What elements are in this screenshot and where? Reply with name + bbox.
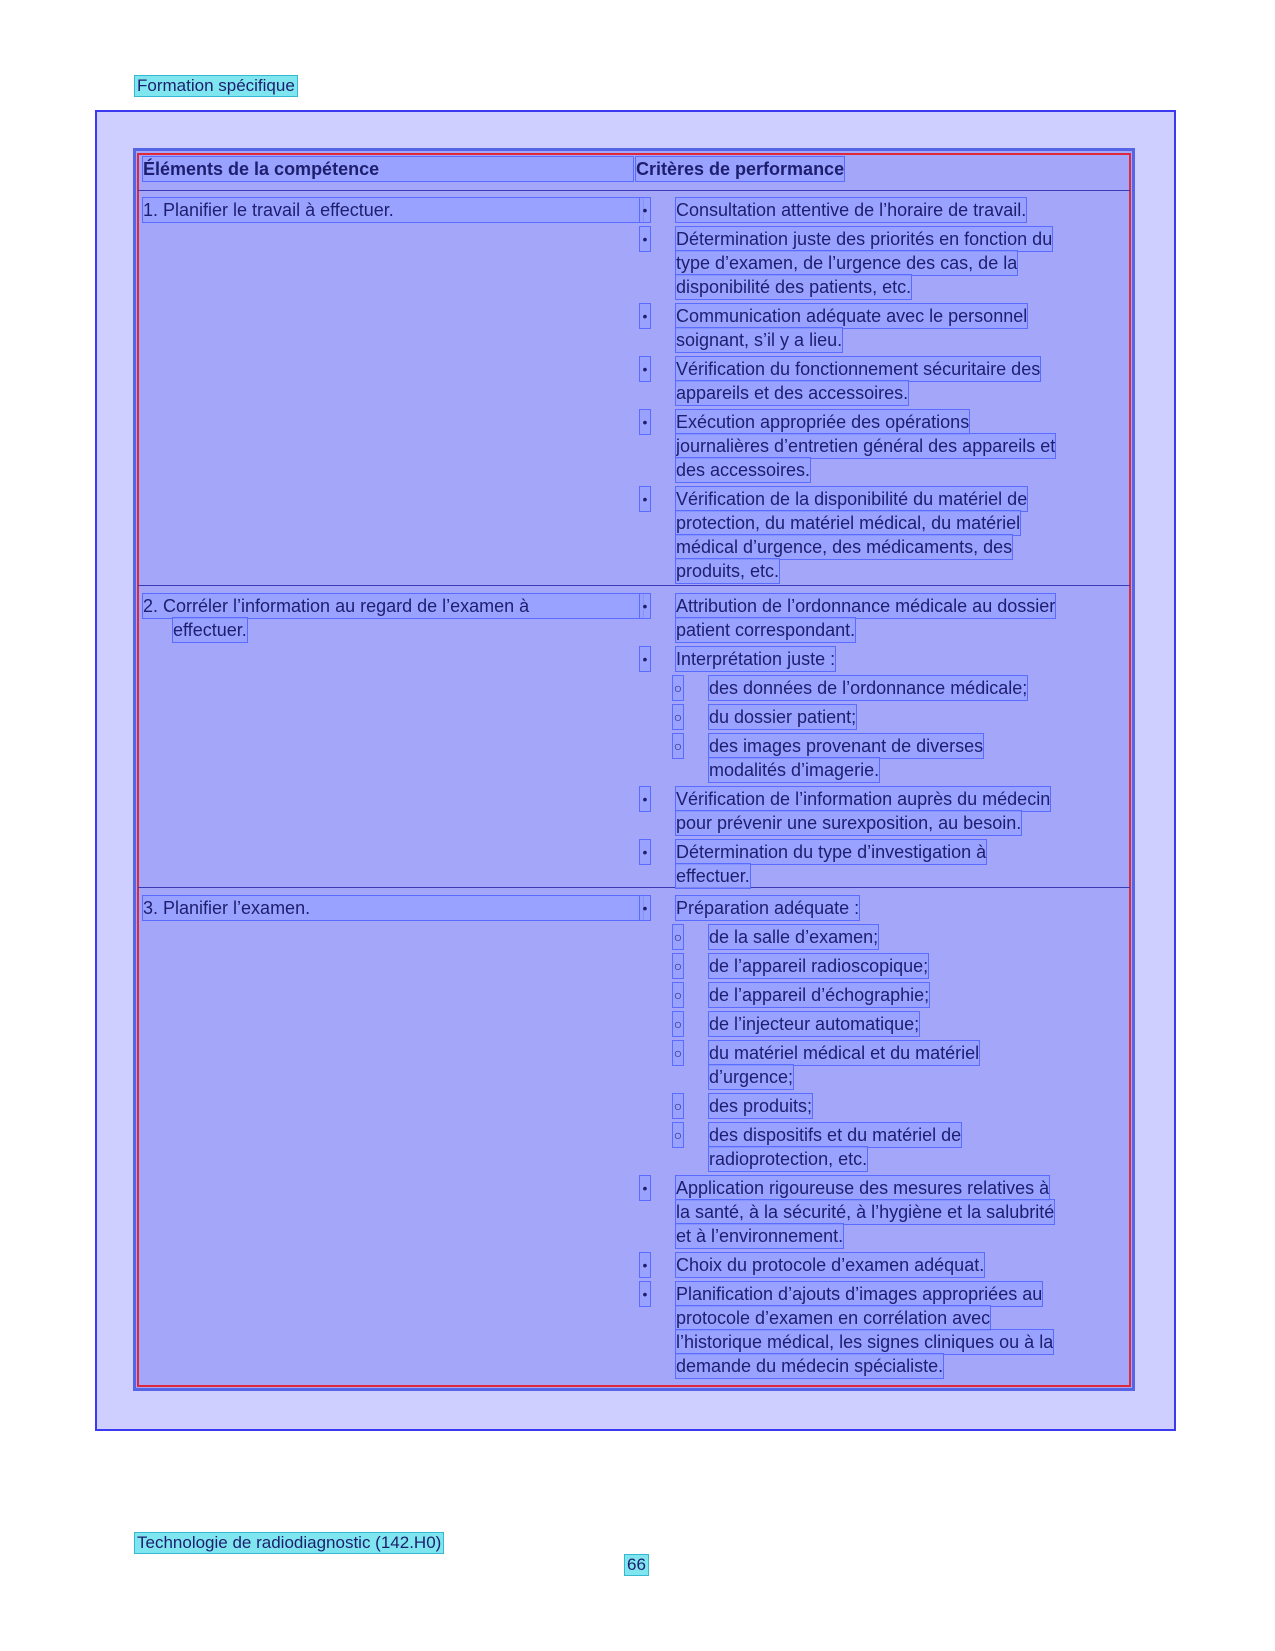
sub-bullet-icon: ○ xyxy=(673,734,683,758)
performance-criterion-line: Choix du protocole d’examen adéquat. xyxy=(676,1255,985,1275)
row-divider xyxy=(138,585,1130,586)
row-divider xyxy=(138,887,1130,888)
performance-criterion-line: radioprotection, etc. xyxy=(709,1149,868,1169)
bullet-icon: • xyxy=(640,594,650,618)
bullet-icon: • xyxy=(640,410,650,434)
performance-criterion-line: soignant, s’il y a lieu. xyxy=(676,330,843,350)
performance-criterion-line: protection, du matériel médical, du matériel xyxy=(676,513,1021,533)
performance-criterion-line: d’urgence; xyxy=(709,1067,794,1087)
performance-criterion-line: journalières d’entretien général des appareils et xyxy=(676,436,1056,456)
performance-criterion-line: modalités d’imagerie. xyxy=(709,760,880,780)
page-number: 66 xyxy=(627,1555,646,1574)
sub-bullet-icon: ○ xyxy=(673,983,683,1007)
bullet-icon: • xyxy=(640,1253,650,1277)
performance-criterion-line: type d’examen, de l’urgence des cas, de la xyxy=(676,253,1018,273)
performance-criterion-line: Détermination du type d’investigation à xyxy=(676,842,987,862)
bullet-icon: • xyxy=(640,198,650,222)
performance-criterion-line: de l’appareil d’échographie; xyxy=(709,985,930,1005)
performance-criterion-line: Préparation adéquate : xyxy=(676,898,860,918)
performance-criterion-line: Attribution de l’ordonnance médicale au dossier xyxy=(676,596,1056,616)
sub-bullet-icon: ○ xyxy=(673,1041,683,1065)
performance-criterion-line: de l’appareil radioscopique; xyxy=(709,956,929,976)
bullet-icon: • xyxy=(640,840,650,864)
performance-criterion-line: Vérification de l’information auprès du médecin xyxy=(676,789,1051,809)
competence-element-line: effectuer. xyxy=(173,620,247,640)
bullet-icon: • xyxy=(640,896,650,920)
performance-criterion-line: du matériel médical et du matériel xyxy=(709,1043,980,1063)
performance-criterion-line: pour prévenir une surexposition, au besoin. xyxy=(676,813,1022,833)
footer-label: Technologie de radiodiagnostic (142.H0) xyxy=(137,1533,442,1552)
sub-bullet-icon: ○ xyxy=(673,1012,683,1036)
performance-criterion-line: de l’injecteur automatique; xyxy=(709,1014,920,1034)
performance-criterion-line: médical d’urgence, des médicaments, des xyxy=(676,537,1013,557)
performance-criterion-line: Consultation attentive de l’horaire de travail. xyxy=(676,200,1027,220)
bullet-icon: • xyxy=(640,647,650,671)
column-header-criteria: Critères de performance xyxy=(636,159,845,179)
performance-criterion-line: Interprétation juste : xyxy=(676,649,836,669)
bullet-icon: • xyxy=(640,787,650,811)
performance-criterion-line: patient correspondant. xyxy=(676,620,856,640)
performance-criterion-line: des dispositifs et du matériel de xyxy=(709,1125,962,1145)
performance-criterion-line: des images provenant de diverses xyxy=(709,736,984,756)
page-header-label: Formation spécifique xyxy=(137,76,295,95)
performance-criterion-line: du dossier patient; xyxy=(709,707,857,727)
competence-element-line: 3. Planifier l’examen. xyxy=(143,896,643,920)
performance-criterion-line: Vérification du fonctionnement sécuritaire des xyxy=(676,359,1041,379)
sub-bullet-icon: ○ xyxy=(673,925,683,949)
bullet-icon: • xyxy=(640,304,650,328)
performance-criterion-line: des produits; xyxy=(709,1096,813,1116)
bullet-icon: • xyxy=(640,357,650,381)
sub-bullet-icon: ○ xyxy=(673,1094,683,1118)
performance-criterion-line: de la salle d’examen; xyxy=(709,927,879,947)
performance-criterion-line: Détermination juste des priorités en fonction du xyxy=(676,229,1053,249)
performance-criterion-line: Planification d’ajouts d’images appropriées au xyxy=(676,1284,1043,1304)
competence-element-line: 1. Planifier le travail à effectuer. xyxy=(143,198,643,222)
performance-criterion-line: appareils et des accessoires. xyxy=(676,383,909,403)
bullet-icon: • xyxy=(640,487,650,511)
performance-criterion-line: la santé, à la sécurité, à l’hygiène et la salubrité xyxy=(676,1202,1055,1222)
performance-criterion-line: Application rigoureuse des mesures relatives à xyxy=(676,1178,1050,1198)
bullet-icon: • xyxy=(640,1282,650,1306)
competence-element-line: 2. Corréler l’information au regard de l’examen à xyxy=(143,594,643,618)
performance-criterion-line: protocole d’examen en corrélation avec xyxy=(676,1308,991,1328)
performance-criterion-line: Communication adéquate avec le personnel xyxy=(676,306,1028,326)
performance-criterion-line: et à l’environnement. xyxy=(676,1226,844,1246)
column-header-elements: Éléments de la compétence xyxy=(143,157,633,181)
performance-criterion-line: Exécution appropriée des opérations xyxy=(676,412,970,432)
bullet-icon: • xyxy=(640,1176,650,1200)
performance-criterion-line: produits, etc. xyxy=(676,561,780,581)
sub-bullet-icon: ○ xyxy=(673,954,683,978)
sub-bullet-icon: ○ xyxy=(673,705,683,729)
bullet-icon: • xyxy=(640,227,650,251)
header-divider xyxy=(138,190,1130,191)
performance-criterion-line: des données de l’ordonnance médicale; xyxy=(709,678,1028,698)
performance-criterion-line: effectuer. xyxy=(676,866,750,886)
sub-bullet-icon: ○ xyxy=(673,676,683,700)
performance-criterion-line: Vérification de la disponibilité du matériel de xyxy=(676,489,1028,509)
performance-criterion-line: des accessoires. xyxy=(676,460,811,480)
sub-bullet-icon: ○ xyxy=(673,1123,683,1147)
performance-criterion-line: disponibilité des patients, etc. xyxy=(676,277,912,297)
performance-criterion-line: demande du médecin spécialiste. xyxy=(676,1356,944,1376)
performance-criterion-line: l’historique médical, les signes cliniques ou à la xyxy=(676,1332,1054,1352)
